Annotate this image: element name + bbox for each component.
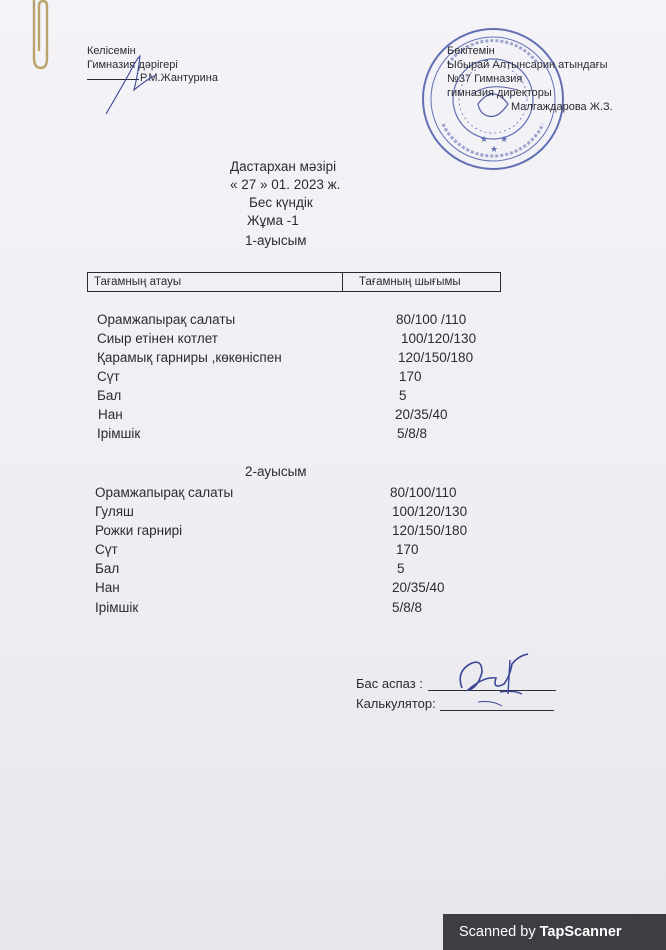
shift2-title: 2-ауысым	[245, 464, 307, 479]
shift1-item-amount: 170	[399, 369, 422, 384]
menu-day: Жұма -1	[247, 213, 299, 228]
shift2-item-name: Рожки гарнирі	[95, 523, 183, 538]
calculator-label: Калькулятор:	[356, 696, 436, 711]
shift2-item-amount: 5/8/8	[392, 600, 423, 615]
doctor-signature-icon	[100, 50, 160, 120]
shift1-item-name: Ірімшік	[97, 426, 141, 441]
svg-text:★: ★	[480, 135, 489, 145]
approval-label-right: Бекітемін	[447, 45, 495, 57]
shift1-item-name: Бал	[97, 388, 122, 403]
shift2-item-name: Бал	[95, 561, 120, 576]
column-dish-yield: Тағамның шығымы	[359, 276, 461, 288]
shift2-item-amount: 5	[397, 561, 405, 576]
shift2-item-amount: 120/150/180	[392, 523, 468, 538]
director-name: Малгаждарова Ж.З.	[511, 101, 613, 113]
chef-signature-icon	[448, 650, 538, 712]
shift1-item-name: Орамжапырақ салаты	[97, 312, 236, 327]
shift2-item-name: Орамжапырақ салаты	[95, 485, 234, 500]
approval-label-left: Келісемін	[87, 45, 136, 57]
shift1-item-amount: 120/150/180	[398, 350, 474, 365]
shift1-item-amount: 5/8/8	[397, 426, 428, 441]
shift1-title: 1-ауысым	[245, 233, 307, 248]
svg-text:★: ★	[500, 135, 509, 145]
calculator-signature-line	[440, 710, 554, 711]
shift1-item-amount: 20/35/40	[395, 407, 448, 422]
shift2-item-amount: 100/120/130	[392, 504, 468, 519]
scanner-prefix: Scanned by	[459, 924, 540, 940]
shift1-item-name: Нан	[98, 407, 123, 422]
shift1-item-amount: 100/120/130	[401, 331, 477, 346]
scanner-watermark-banner	[443, 914, 666, 950]
shift1-item-amount: 5	[399, 388, 407, 403]
school-name-line1: Ыбырай Алтынсарин атындағы	[447, 59, 608, 71]
shift2-item-amount: 170	[396, 542, 419, 557]
menu-period: Бес күндік	[249, 195, 313, 210]
shift1-item-amount: 80/100 /110	[396, 312, 467, 327]
doctor-title: Гимназия дәрігері	[87, 59, 178, 71]
shift1-item-name: Сиыр етінен котлет	[97, 331, 218, 346]
director-approval-block	[447, 44, 608, 100]
shift1-item-name: Қарамық гарниры ,көкөніспен	[97, 350, 282, 365]
shift2-item-amount: 80/100/110	[390, 485, 457, 500]
shift2-item-amount: 20/35/40	[392, 580, 445, 595]
director-title: гимназия директоры	[447, 87, 552, 99]
menu-date: « 27 » 01. 2023 ж.	[230, 177, 341, 192]
menu-table-header	[87, 272, 501, 292]
column-dish-name: Тағамның атауы	[88, 273, 343, 291]
scanner-brand: TapScanner	[539, 924, 622, 940]
shift2-item-name: Сүт	[95, 542, 118, 557]
school-name-line2: №37 Гимназия	[447, 73, 523, 85]
svg-text:★: ★	[490, 145, 499, 155]
shift1-item-name: Сүт	[97, 369, 120, 384]
chef-label: Бас аспаз :	[356, 676, 423, 691]
shift2-item-name: Ірімшік	[95, 600, 139, 615]
shift2-item-name: Нан	[95, 580, 120, 595]
shift2-item-name: Гуляш	[95, 504, 134, 519]
paper-clip-icon	[28, 0, 50, 72]
doctor-name: Р.М.Жантурина	[140, 72, 218, 84]
menu-title: Дастархан мәзірі	[230, 159, 337, 174]
